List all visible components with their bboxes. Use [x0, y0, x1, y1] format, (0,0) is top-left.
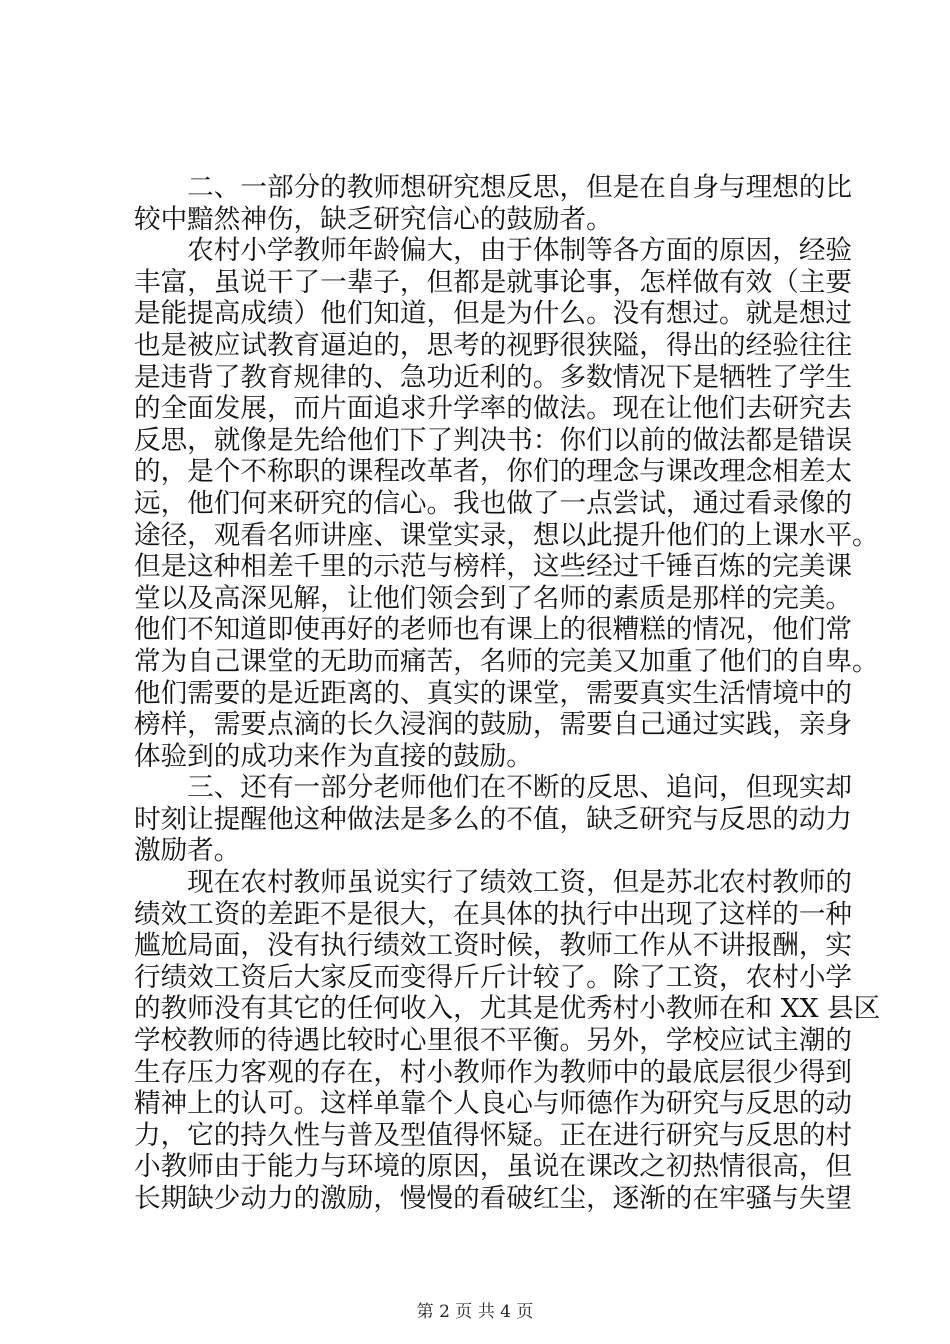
text-line: 他们不知道即使再好的老师也有课上的很糟糕的情况，他们常 — [134, 614, 853, 646]
text-line: 激励者。 — [134, 835, 241, 867]
paragraph — [134, 867, 881, 1215]
text-line: 的全面发展，而片面追求升学率的做法。现在让他们去研究去 — [134, 393, 853, 425]
text-line: 农村小学教师年龄偏大，由于体制等各方面的原因，经验 — [134, 235, 853, 267]
text-line: 精神上的认可。这样单靠个人良心与师德作为研究与反思的动 — [134, 1088, 853, 1120]
text-line: 丰富，虽说干了一辈子，但都是就事论事，怎样做有效（主要 — [134, 266, 853, 298]
text-line: 常为自己课堂的无助而痛苦，名师的完美又加重了他们的自卑。 — [134, 645, 879, 677]
text-line: 生存压力客观的存在，村小教师作为教师中的最底层很少得到 — [134, 1056, 853, 1088]
text-line: 远，他们何来研究的信心。我也做了一点尝试，通过看录像的 — [134, 487, 853, 519]
text-line: 较中黯然神伤，缺乏研究信心的鼓励者。 — [134, 203, 613, 235]
text-line: 的教师没有其它的任何收入，尤其是优秀村小教师在和 XX 县区 — [134, 993, 881, 1025]
text-line: 二、一部分的教师想研究想反思，但是在自身与理想的比 — [134, 172, 853, 203]
text-line: 尴尬局面，没有执行绩效工资时候，教师工作从不讲报酬，实 — [134, 930, 853, 962]
text-line: 是能提高成绩）他们知道，但是为什么。没有想过。就是想过 — [134, 298, 853, 330]
text-line: 堂以及高深见解，让他们领会到了名师的素质是那样的完美。 — [134, 582, 853, 614]
paragraph — [134, 172, 853, 235]
text-line: 途径，观看名师讲座、课堂实录，想以此提升他们的上课水平。 — [134, 519, 879, 551]
text-line: 但是这种相差千里的示范与榜样，这些经过千锤百炼的完美课 — [134, 551, 853, 583]
text-line: 是违背了教育规律的、急功近利的。多数情况下是牺牲了学生 — [134, 361, 853, 393]
text-line: 力，它的持久性与普及型值得怀疑。正在进行研究与反思的村 — [134, 1119, 853, 1151]
page-footer: 第 2 页 共 4 页 — [416, 1302, 534, 1322]
text-line: 他们需要的是近距离的、真实的课堂，需要真实生活情境中的 — [134, 677, 853, 709]
text-line: 长期缺少动力的激励，慢慢的看破红尘，逐渐的在牢骚与失望 — [134, 1183, 853, 1214]
text-line: 行绩效工资后大家反而变得斤斤计较了。除了工资，农村小学 — [134, 961, 853, 993]
text-line: 绩效工资的差距不是很大，在具体的执行中出现了这样的一种 — [134, 898, 853, 930]
text-line: 小教师由于能力与环境的原因，虽说在课改之初热情很高，但 — [134, 1151, 853, 1183]
text-line: 现在农村教师虽说实行了绩效工资，但是苏北农村教师的 — [134, 867, 853, 899]
text-line: 三、还有一部分老师他们在不断的反思、追问，但现实却 — [134, 772, 853, 804]
document-body — [134, 172, 881, 1215]
text-line: 也是被应试教育逼迫的，思考的视野很狭隘，得出的经验往往 — [134, 329, 853, 361]
paragraph — [134, 772, 853, 867]
text-line: 学校教师的待遇比较时心里很不平衡。另外，学校应试主潮的 — [134, 1025, 853, 1057]
text-line: 的，是个不称职的课程改革者，你们的理念与课改理念相差太 — [134, 456, 853, 488]
text-line: 体验到的成功来作为直接的鼓励。 — [134, 740, 533, 772]
text-line: 榜样，需要点滴的长久浸润的鼓励，需要自己通过实践，亲身 — [134, 709, 853, 741]
text-line: 反思，就像是先给他们下了判决书：你们以前的做法都是错误 — [134, 424, 853, 456]
text-line: 时刻让提醒他这种做法是多么的不值，缺乏研究与反思的动力 — [134, 803, 853, 835]
paragraph — [134, 235, 879, 772]
